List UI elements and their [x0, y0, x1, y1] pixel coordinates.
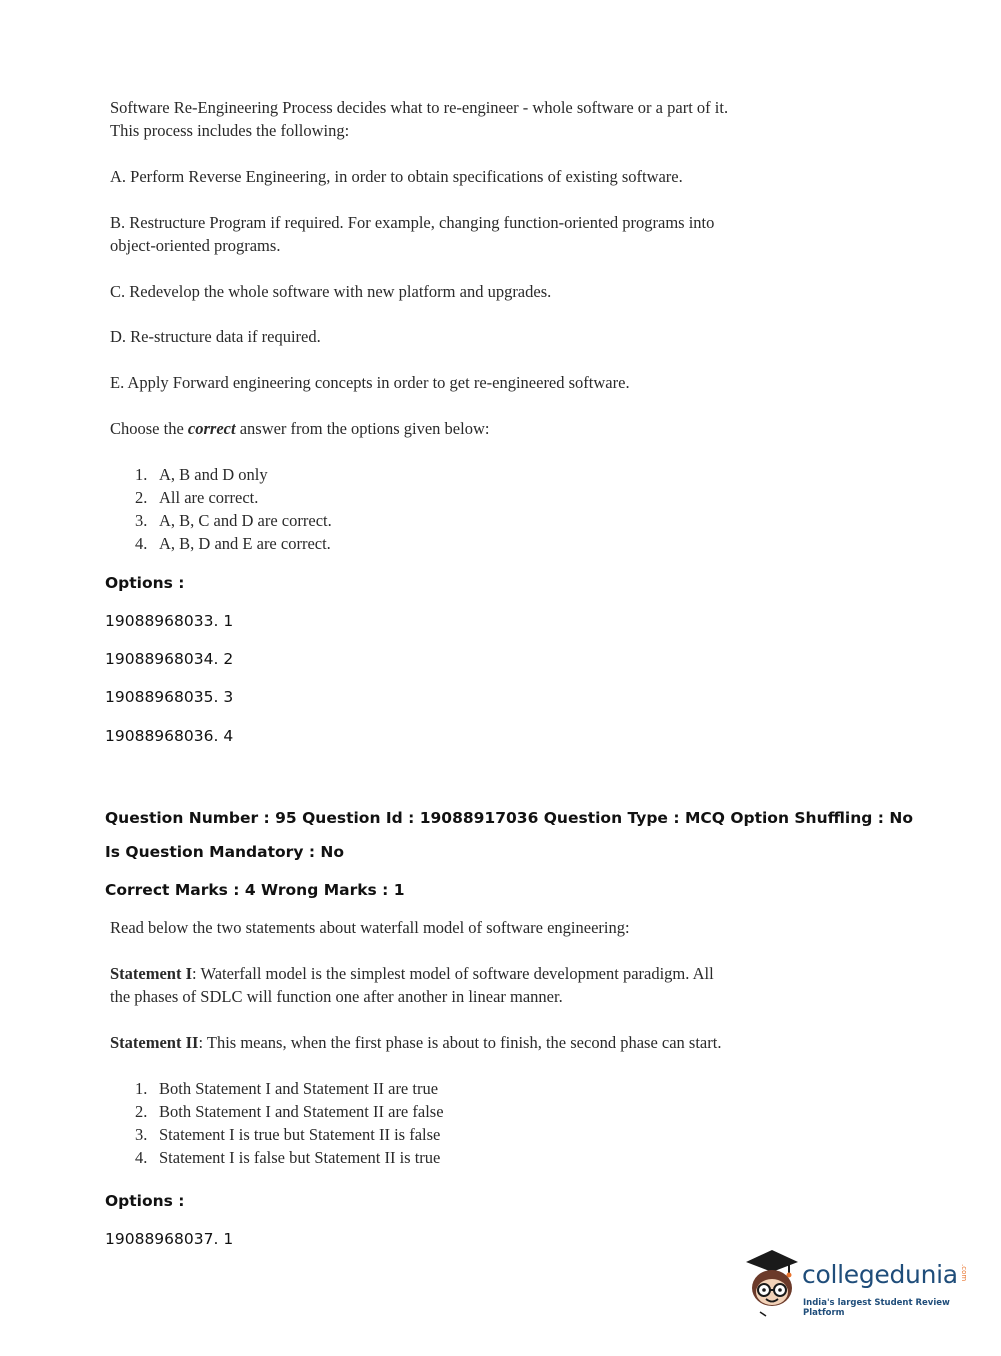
q95-options-label: Options :: [105, 1192, 185, 1210]
q94-choice-text: A, B and D only: [159, 465, 268, 484]
q94-choice-text: A, B, C and D are correct.: [159, 511, 332, 530]
choose-emphasis: correct: [187, 419, 236, 438]
q94-option: 19088968035. 3: [105, 688, 234, 706]
mascot-icon: [742, 1248, 802, 1318]
q94-item-a: A. Perform Reverse Engineering, in order to obtain specifications of existing software.: [110, 167, 683, 186]
q94-item-b-line1: B. Restructure Program if required. For example, changing function-oriented programs into: [110, 213, 715, 232]
q94-choose-instruction: [110, 419, 489, 439]
q95-meta-line3: Correct Marks : 4 Wrong Marks : 1: [105, 881, 405, 899]
choose-prefix: Choose the: [110, 419, 188, 438]
q94-option: 19088968033. 1: [105, 612, 234, 630]
q95-choice: [135, 1102, 444, 1122]
q95-choice: [135, 1148, 440, 1168]
q95-meta-line1: Question Number : 95 Question Id : 19088917036 Question Type : MCQ Option Shuffling : No: [105, 809, 913, 827]
statement-1-text: : Waterfall model is the simplest model of software development paradigm. All: [192, 964, 714, 983]
q94-choice-number: 3.: [135, 511, 148, 530]
q94-item-e: E. Apply Forward engineering concepts in order to get re-engineered software.: [110, 373, 630, 392]
q95-option: 19088968037. 1: [105, 1230, 234, 1248]
choose-suffix: answer from the options given below:: [235, 419, 490, 438]
q95-choice-number: 3.: [135, 1125, 148, 1144]
statement-2-label: Statement II: [110, 1033, 199, 1052]
brand-com: .com: [960, 1264, 968, 1282]
q95-choice: [135, 1125, 440, 1145]
brand-tagline: India's largest Student Review Platform: [803, 1298, 950, 1318]
q95-choice-number: 4.: [135, 1148, 148, 1167]
q94-intro-line2: This process includes the following:: [110, 121, 350, 140]
q94-choice: [135, 511, 332, 531]
q94-options-label: Options :: [105, 574, 185, 592]
q94-choice: [135, 534, 331, 554]
q94-choice-text: A, B, D and E are correct.: [159, 534, 331, 553]
q94-intro-line1: Software Re-Engineering Process decides what to re-engineer - whole software or a part of it.: [110, 98, 729, 117]
q95-statement-1-line2: the phases of SDLC will function one after another in linear manner.: [110, 987, 563, 1006]
q94-choice-number: 1.: [135, 465, 148, 484]
q94-choice-number: 4.: [135, 534, 148, 553]
q95-meta-line2: Is Question Mandatory : No: [105, 843, 345, 861]
q94-item-c: C. Redevelop the whole software with new platform and upgrades.: [110, 282, 552, 301]
q95-choice-number: 2.: [135, 1102, 148, 1121]
q94-choice: [135, 488, 258, 508]
q94-option: 19088968036. 4: [105, 727, 234, 745]
q94-choice: [135, 465, 268, 485]
q95-choice-text: Both Statement I and Statement II are true: [159, 1079, 439, 1098]
q95-statement-1: [110, 964, 714, 984]
brand-name: collegedunia: [802, 1260, 958, 1289]
statement-2-text: : This means, when the first phase is about to finish, the second phase can start.: [198, 1033, 722, 1052]
statement-1-label: Statement I: [110, 964, 193, 983]
q94-item-d: D. Re-structure data if required.: [110, 327, 321, 346]
q95-choice: [135, 1079, 438, 1099]
q95-choice-text: Statement I is true but Statement II is false: [159, 1125, 441, 1144]
q95-intro: Read below the two statements about waterfall model of software engineering:: [110, 918, 630, 937]
collegedunia-logo: [742, 1248, 972, 1320]
q94-option: 19088968034. 2: [105, 650, 234, 668]
q95-choice-text: Both Statement I and Statement II are false: [159, 1102, 444, 1121]
q95-choice-number: 1.: [135, 1079, 148, 1098]
q95-statement-2: [110, 1033, 721, 1053]
q94-item-b-line2: object-oriented programs.: [110, 236, 281, 255]
q95-choice-text: Statement I is false but Statement II is true: [159, 1148, 441, 1167]
q94-choice-text: All are correct.: [159, 488, 259, 507]
q94-choice-number: 2.: [135, 488, 148, 507]
